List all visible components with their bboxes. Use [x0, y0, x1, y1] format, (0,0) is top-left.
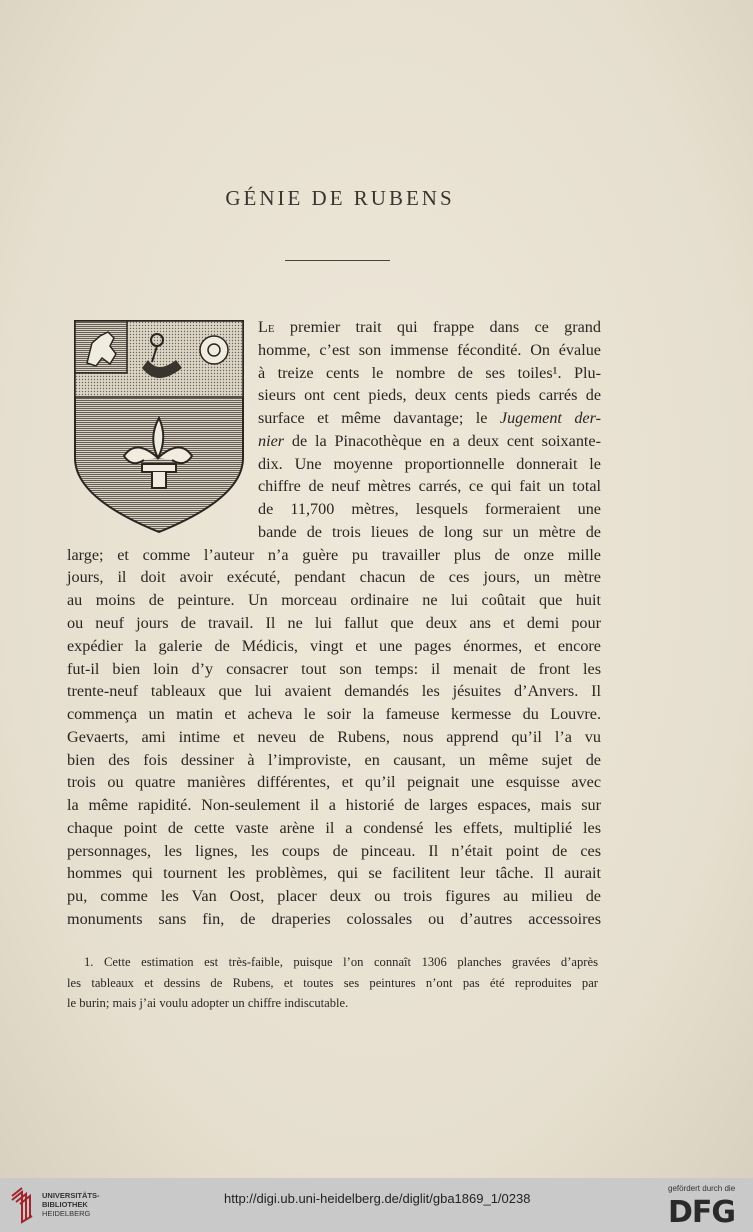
text-segment: homme, c’est son immense fécondité. On évalue — [258, 340, 601, 359]
text-segment: surface et même davantage; le — [258, 409, 500, 428]
text-line — [258, 339, 601, 361]
library-logo-icon — [8, 1186, 36, 1226]
title-divider — [285, 260, 390, 261]
library-name-line: BIBLIOTHEK — [42, 1200, 88, 1209]
text-segment: à treize cents le nombre de ses toiles¹. Plu- — [258, 363, 601, 382]
text-line: personnages, les lignes, les coups de pinceau. Il n’était point de ces — [67, 841, 601, 860]
viewer-footer — [0, 1178, 753, 1232]
page-title: GÉNIE DE RUBENS — [225, 186, 455, 210]
text-segment: premier trait qui frappe dans ce grand — [274, 318, 601, 336]
text-line: jours, il doit avoir exécuté, pendant chacun de ces jours, un mètre — [67, 568, 601, 587]
footnote-line: 1. Cette estimation est très-faible, puisque l’on connaît 1306 planches gravées d’après — [84, 955, 598, 969]
library-name — [42, 1191, 100, 1218]
text-segment: Jugement der- — [499, 409, 601, 428]
text-segment: bande de trois lieues de long sur un mètre de — [258, 522, 601, 541]
dfg-logo: DFG — [668, 1195, 736, 1230]
text-line — [258, 316, 601, 338]
text-line: large; et comme l’auteur n’a guère pu travailler plus de onze mille — [67, 545, 601, 564]
text-line: chaque point de cette vaste arène il a condensé les effets, multiplié les — [67, 818, 601, 837]
text-line: trente-neuf tableaux que lui avaient demandés les jésuites d’Anvers. Il — [67, 682, 601, 701]
text-line — [258, 384, 601, 406]
footnote-line: le burin; mais j’ai voulu adopter un chiffre indiscutable. — [67, 996, 349, 1010]
text-line: monuments sans fin, de draperies colossales ou d’autres accessoires — [67, 910, 601, 929]
footnote-line: les tableaux et dessins de Rubens, et toutes ses peintures n’ont pas été reproduites par — [67, 975, 598, 990]
text-line — [258, 430, 601, 452]
text-line: trois ou quatre manières différentes, et qu’il peignait une esquisse avec — [67, 773, 601, 792]
text-line — [258, 362, 601, 384]
text-line: fut-il bien loin d’y consacrer tout son temps: il menait de front les — [67, 659, 601, 678]
text-line — [258, 453, 601, 475]
text-line: bien des fois dessiner à l’improviste, en causant, un même sujet de — [67, 750, 601, 769]
library-name-line: HEIDELBERG — [42, 1209, 91, 1218]
text-line: Gevaerts, ami intime et neveu de Rubens, nous apprend qu’il l’a vu — [67, 727, 601, 746]
permalink-url[interactable]: http://digi.ub.uni-heidelberg.de/diglit/gba1869_1/0238 — [224, 1191, 531, 1206]
text-line: la même rapidité. Non-seulement il a historié de larges espaces, mais sur — [67, 796, 601, 815]
text-segment: de la Pinacothèque en a deux cent soixante- — [284, 431, 601, 450]
text-segment: nier — [258, 431, 285, 450]
text-segment: sieurs ont cent pieds, deux cents pieds carrés de — [258, 386, 601, 405]
text-line: commença un matin et acheva le soir la fameuse kermesse du Louvre. — [67, 705, 601, 724]
library-name-line: UNIVERSITÄTS- — [42, 1191, 100, 1200]
text-line: hommes qui tournent les problèmes, qui se facilitent leur tâche. Il aurait — [67, 864, 601, 883]
coat-of-arms-illustration — [72, 318, 246, 536]
text-segment: Le — [258, 318, 275, 336]
text-line: ou neuf jours de travail. Il ne lui fallut que deux ans et demi pour — [67, 614, 601, 632]
text-line — [258, 475, 601, 497]
text-line: au moins de peinture. Un morceau ordinaire ne lui coûtait que huit — [67, 591, 601, 610]
text-line — [258, 407, 601, 429]
funding-label: gefördert durch die — [668, 1184, 736, 1193]
text-segment: de 11,700 mètres, lesquels formeraient une — [258, 500, 601, 519]
text-line: expédier la galerie de Médicis, vingt et une pages énormes, et encore — [67, 636, 601, 655]
text-segment: dix. Une moyenne proportionnelle donnerait le — [258, 454, 601, 473]
text-line — [258, 521, 601, 543]
text-line — [258, 498, 601, 520]
text-segment: chiffre de neuf mètres carrés, ce qui fait un total — [258, 477, 601, 496]
text-line: pu, comme les Van Oost, placer deux ou trois figures au milieu de — [67, 887, 601, 906]
